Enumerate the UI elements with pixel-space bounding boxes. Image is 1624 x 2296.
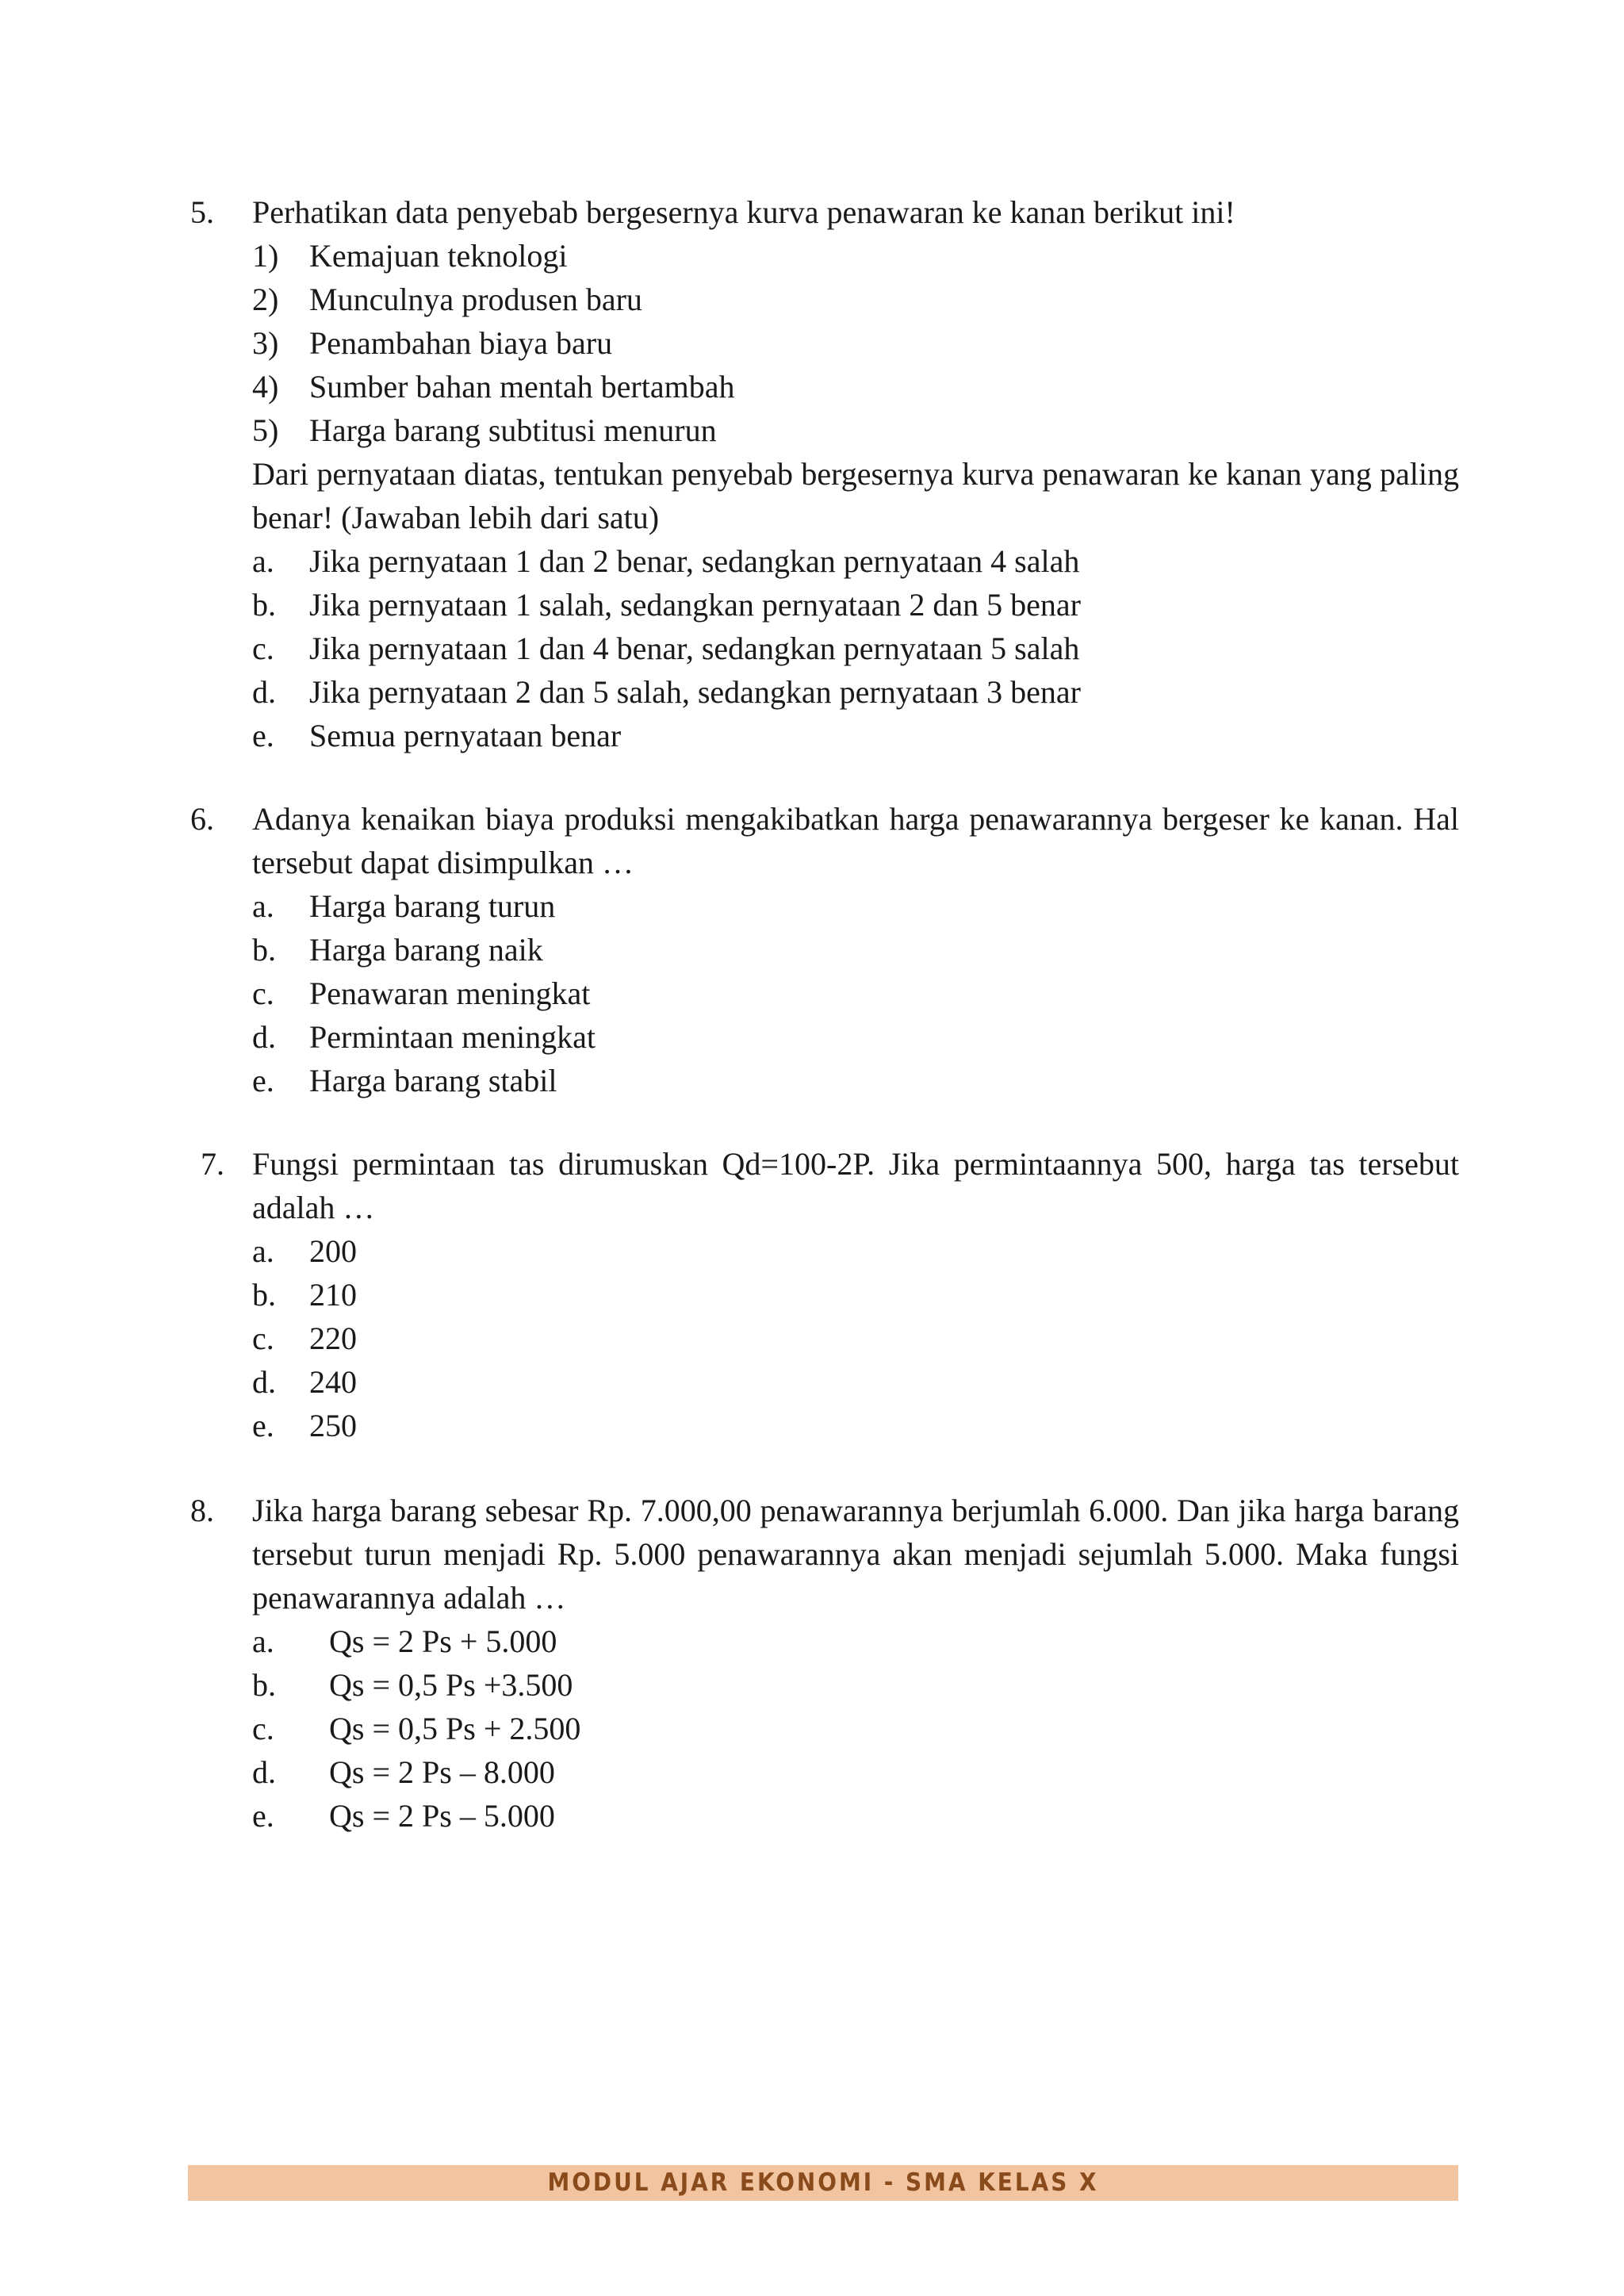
question-stem: Adanya kenaikan biaya produksi mengakibatkan harga penawarannya bergeser ke kanan. Hal tersebut dapat disimpulkan … — [252, 801, 1459, 880]
option-item: d. Permintaan meningkat — [252, 1019, 596, 1055]
statement-item: 3) Penambahan biaya baru — [252, 325, 613, 361]
statement-list — [252, 234, 1459, 452]
question-stem: Jika harga barang sebesar Rp. 7.000,00 penawarannya berjumlah 6.000. Dan jika harga barang tersebut turun menjadi Rp. 5.000 penawarannya akan menjadi sejumlah 5.000. Maka fungsi penawarannya adalah … — [252, 1493, 1459, 1616]
option-item: a. Qs = 2 Ps + 5.000 — [252, 1623, 557, 1659]
option-item: e. 250 — [252, 1408, 357, 1443]
footer-banner — [188, 2165, 1458, 2201]
option-item: a. Jika pernyataan 1 dan 2 benar, sedangkan pernyataan 4 salah — [252, 543, 1080, 579]
question-prompt: Dari pernyataan diatas, tentukan penyebab bergesernya kurva penawaran ke kanan yang paling benar! (Jawaban lebih dari satu) — [252, 456, 1459, 535]
footer-text: MODUL AJAR EKONOMI - SMA KELAS X — [547, 2168, 1099, 2197]
option-item: e. Semua pernyataan benar — [252, 718, 622, 753]
option-list — [252, 884, 1459, 1102]
question-stem: Perhatikan data penyebab bergesernya kurva penawaran ke kanan berikut ini! — [252, 194, 1235, 230]
statement-item: 2) Munculnya produsen baru — [252, 282, 642, 317]
option-item: e. Qs = 2 Ps – 5.000 — [252, 1798, 555, 1834]
option-list — [252, 539, 1459, 757]
option-item: d. Jika pernyataan 2 dan 5 salah, sedangkan pernyataan 3 benar — [252, 674, 1081, 710]
option-item: a. Harga barang turun — [252, 888, 556, 924]
option-item: b. Qs = 0,5 Ps +3.500 — [252, 1667, 573, 1703]
statement-item: 5) Harga barang subtitusi menurun — [252, 412, 717, 448]
option-item: c. Qs = 0,5 Ps + 2.500 — [252, 1711, 581, 1746]
option-item: c. Penawaran meningkat — [252, 976, 591, 1011]
question-number: 8. — [190, 1493, 214, 1528]
question-number: 5. — [190, 194, 214, 230]
option-item: a. 200 — [252, 1233, 357, 1269]
statement-item: 4) Sumber bahan mentah bertambah — [252, 369, 735, 404]
statement-item: 1) Kemajuan teknologi — [252, 238, 568, 274]
option-list — [252, 1619, 1459, 1838]
option-item: c. 220 — [252, 1320, 357, 1356]
option-item: b. 210 — [252, 1277, 357, 1313]
option-list — [252, 1229, 1459, 1447]
question-number: 7. — [201, 1146, 224, 1182]
option-item: e. Harga barang stabil — [252, 1063, 557, 1098]
option-item: c. Jika pernyataan 1 dan 4 benar, sedangkan pernyataan 5 salah — [252, 631, 1080, 666]
option-item: b. Harga barang naik — [252, 932, 543, 968]
option-item: d. Qs = 2 Ps – 8.000 — [252, 1754, 555, 1790]
question-stem: Fungsi permintaan tas dirumuskan Qd=100-2P. Jika permintaannya 500, harga tas tersebut adalah … — [252, 1146, 1459, 1225]
option-item: d. 240 — [252, 1364, 357, 1400]
option-item: b. Jika pernyataan 1 salah, sedangkan pernyataan 2 dan 5 benar — [252, 587, 1081, 623]
question-number: 6. — [190, 801, 214, 837]
